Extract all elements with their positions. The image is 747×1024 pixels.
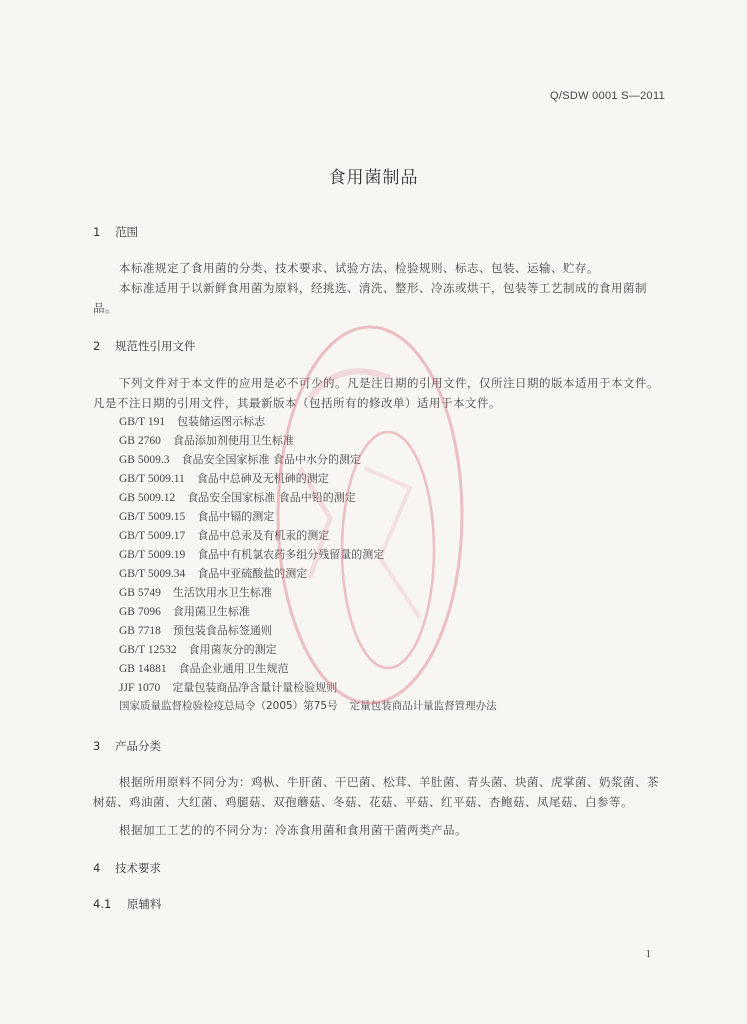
reference-name: 食品中镉的测定: [197, 510, 275, 523]
section-3-paragraph-2: 根据加工工艺的的不同分为：冷冻食用菌和食用菌干菌两类产品。: [119, 823, 467, 837]
reference-name: 食品企业通用卫生规范: [178, 662, 289, 675]
reference-code: GB 14881: [119, 663, 167, 675]
subsection-4-1-heading: [93, 896, 162, 912]
section-2-heading: [93, 338, 196, 354]
reference-name: 食品中有机氯农药多组分残留量的测定: [197, 548, 385, 561]
section-title: 产品分类: [115, 739, 161, 753]
page-number: 1: [645, 948, 651, 960]
reference-code: GB 5749: [119, 587, 161, 599]
reference-code: GB 5009.12: [119, 492, 176, 504]
reference-code: GB/T 5009.34: [119, 568, 186, 580]
section-number: 2: [93, 339, 101, 353]
reference-code: GB/T 5009.17: [119, 530, 186, 542]
reference-code: GB 7096: [119, 606, 161, 618]
reference-code: GB 5009.3: [119, 454, 170, 466]
reference-code: GB 7718: [119, 625, 161, 637]
standard-code: Q/SDW 0001 S—2011: [550, 90, 665, 102]
reference-code: GB 2760: [119, 435, 161, 447]
section-1-heading: [93, 224, 138, 240]
subsection-number: 4.1: [93, 897, 112, 911]
reference-code: GB/T 5009.19: [119, 549, 186, 561]
reference-name: 定量包装商品计量监督管理办法: [349, 700, 497, 712]
section-3-paragraph-1: 根据所用原料不同分为：鸡枞、牛肝菌、干巴菌、松茸、羊肚菌、青头菌、块菌、虎掌菌、奶浆菌、茶树菇、鸡油菌、大红菌、鸡腿菇、双孢蘑菇、冬菇、花菇、平菇、红平菇、杏鲍菇、凤尾菇、白参等。: [93, 775, 659, 809]
reference-name: 食品添加剂使用卫生标准: [172, 434, 294, 447]
reference-name: 食品安全国家标准 食品中铅的测定: [187, 491, 356, 504]
reference-name: 包装储运图示标志: [177, 415, 266, 428]
reference-name: 食用菌卫生标准: [172, 605, 250, 618]
stamp-seal: [270, 318, 470, 713]
section-4-heading: [93, 860, 161, 876]
section-title: 规范性引用文件: [115, 339, 196, 353]
reference-name: 食品安全国家标准 食品中水分的测定: [181, 453, 361, 466]
section-2-intro: 下列文件对于本文件的应用是必不可少的。凡是注日期的引用文件，仅所注日期的版本适用于本文件。凡是不注日期的引用文件，其最新版本（包括所有的修改单）适用于本文件。: [93, 376, 659, 410]
reference-code: GB/T 12532: [119, 644, 177, 656]
section-number: 4: [93, 861, 101, 875]
reference-code: GB/T 191: [119, 416, 166, 428]
reference-name: 食品中总砷及无机砷的测定: [196, 472, 329, 485]
section-1-paragraph-1: 本标准规定了食用菌的分类、技术要求、试验方法、检验规则、标志、包装、运输、贮存。: [119, 261, 599, 275]
reference-code: GB/T 5009.11: [119, 473, 185, 485]
subsection-title: 原辅料: [127, 897, 162, 911]
section-number: 3: [93, 739, 101, 753]
reference-name: 生活饮用水卫生标准: [172, 586, 272, 599]
section-1-paragraph-2: 本标准适用于以新鲜食用菌为原料，经挑选、清洗、整形、冷冻或烘干，包装等工艺制成的食用菌制品。: [93, 281, 647, 315]
section-3-heading: [93, 738, 161, 754]
reference-name: 预包装食品标签通则: [172, 624, 272, 637]
section-number: 1: [93, 225, 101, 239]
reference-name: 食品中总汞及有机汞的测定: [197, 529, 330, 542]
reference-code: JJF 1070: [119, 682, 161, 694]
reference-name: 食用菌灰分的测定: [188, 643, 277, 656]
document-title: 食用菌制品: [328, 168, 419, 188]
reference-code: 国家质量监督检验检疫总局令（2005）第75号: [119, 700, 338, 712]
section-title: 技术要求: [115, 861, 161, 875]
reference-code: GB/T 5009.15: [119, 511, 186, 523]
reference-name: 食品中亚硫酸盐的测定: [197, 567, 308, 580]
reference-name: 定量包装商品净含量计量检验规则: [172, 681, 338, 694]
section-title: 范围: [115, 225, 138, 239]
